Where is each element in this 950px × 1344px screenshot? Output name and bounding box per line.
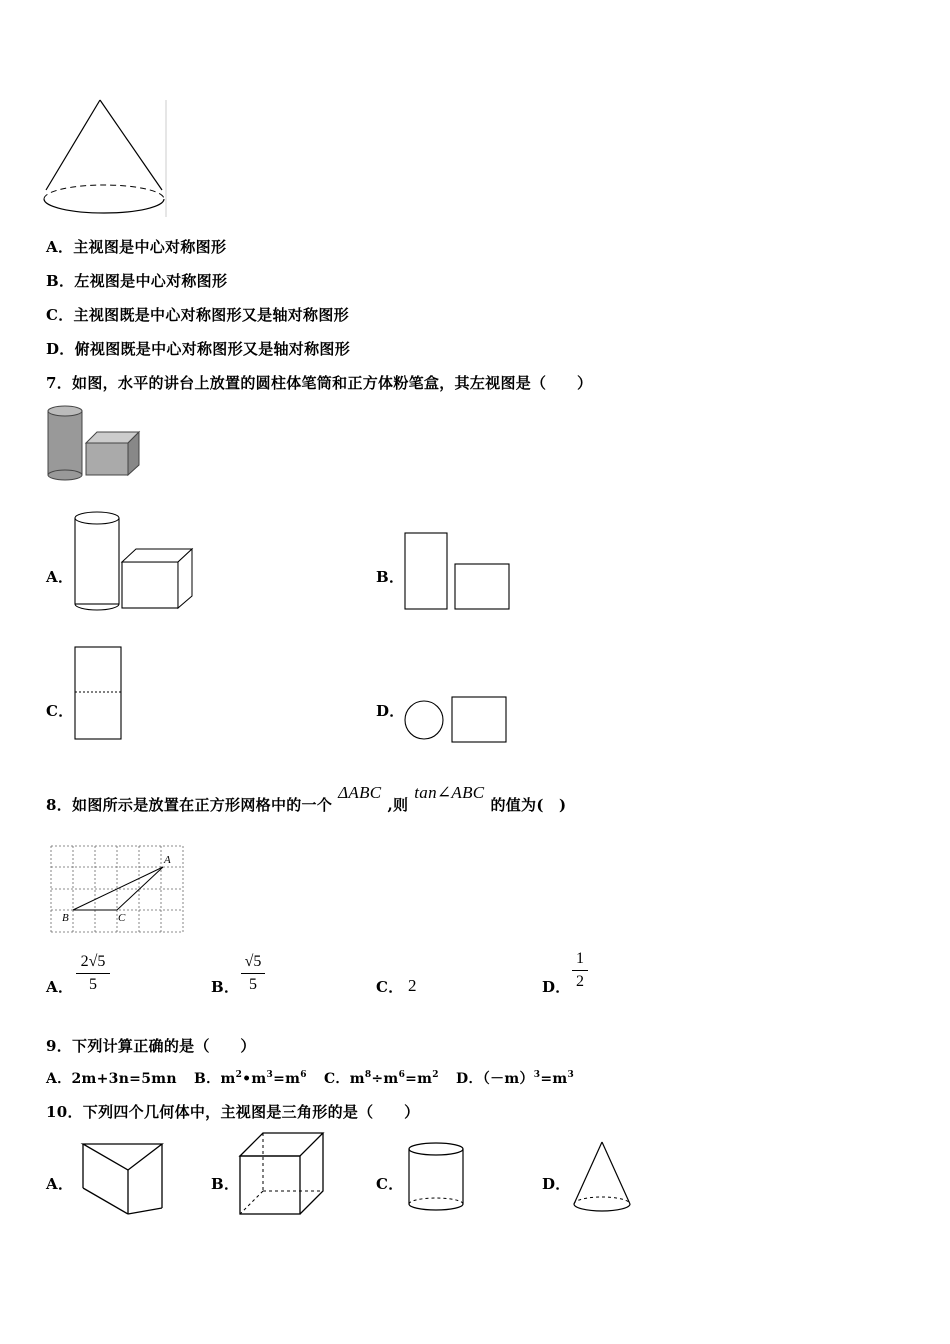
q8-grid-figure	[48, 843, 188, 935]
q7-label-a: A．	[46, 568, 74, 586]
cone-figure	[40, 95, 175, 225]
q10-option-b-cube	[237, 1130, 329, 1218]
q7-label-b: B．	[376, 568, 405, 586]
q6-option-c: C．主视图既是中心对称图形又是轴对称图形	[46, 306, 349, 324]
q8-label-a: A．	[46, 978, 74, 996]
q7-label-d: D．	[376, 702, 405, 720]
q10-label-d: D．	[542, 1175, 571, 1193]
q7-option-b-figure	[403, 531, 513, 613]
q8-vertex-c: C	[118, 912, 126, 924]
q7-option-a-figure	[72, 510, 197, 612]
q8-option-b-fraction: √5 5	[241, 953, 265, 994]
q8-option-d-fraction: 1 2	[572, 950, 588, 991]
q8-vertex-b: B	[62, 912, 69, 924]
q7-option-d-figure	[403, 695, 511, 745]
q8-stem: 8．如图所示是放置在正方形网格中的一个ΔABC,则tan∠ABC的值为( )	[46, 783, 567, 814]
q10-label-a: A．	[46, 1175, 74, 1193]
q8-math-triangle: ΔABC	[338, 783, 382, 802]
q8-option-c-value: 2	[408, 976, 417, 995]
q9-option-c: C．$m^8\div m^6=m^2$	[323, 1070, 439, 1087]
q10-label-b: B．	[211, 1175, 240, 1193]
q7-label-c: C．	[46, 702, 74, 720]
q10-option-c-cylinder	[404, 1140, 468, 1216]
q7-figure-cylinder-cube	[45, 403, 145, 483]
q9-stem: 9．下列计算正确的是（ ）	[46, 1037, 256, 1055]
q8-label-b: B．	[211, 978, 240, 996]
q9-option-d: D．$(-m)^3=m^3$	[456, 1070, 575, 1087]
q6-option-a: A．主视图是中心对称图形	[46, 238, 227, 256]
q8-vertex-a: A	[164, 854, 171, 866]
q8-label-c: C．	[376, 978, 404, 996]
q7-option-c-figure	[73, 645, 125, 743]
q9-option-b: B．$m^2•m^3=m^6$	[194, 1070, 307, 1087]
q6-option-b: B．左视图是中心对称图形	[46, 272, 228, 290]
q10-option-d-cone	[570, 1138, 634, 1218]
q10-stem: 10．下列四个几何体中，主视图是三角形的是（ ）	[46, 1103, 420, 1121]
q8-label-d: D．	[542, 978, 571, 996]
q6-option-d: D．俯视图既是中心对称图形又是轴对称图形	[46, 340, 351, 358]
q7-stem: 7．如图，水平的讲台上放置的圆柱体笔筒和正方体粉笔盒，其左视图是（ ）	[46, 374, 593, 392]
q10-label-c: C．	[376, 1175, 404, 1193]
q8-option-a-fraction: 2√5 5	[76, 953, 110, 994]
q9-option-a: A．2m+3n=5mn	[46, 1071, 177, 1087]
q10-option-a-prism	[80, 1138, 166, 1218]
q9-options	[46, 1068, 574, 1088]
q8-math-tan: tan∠ABC	[414, 783, 485, 802]
